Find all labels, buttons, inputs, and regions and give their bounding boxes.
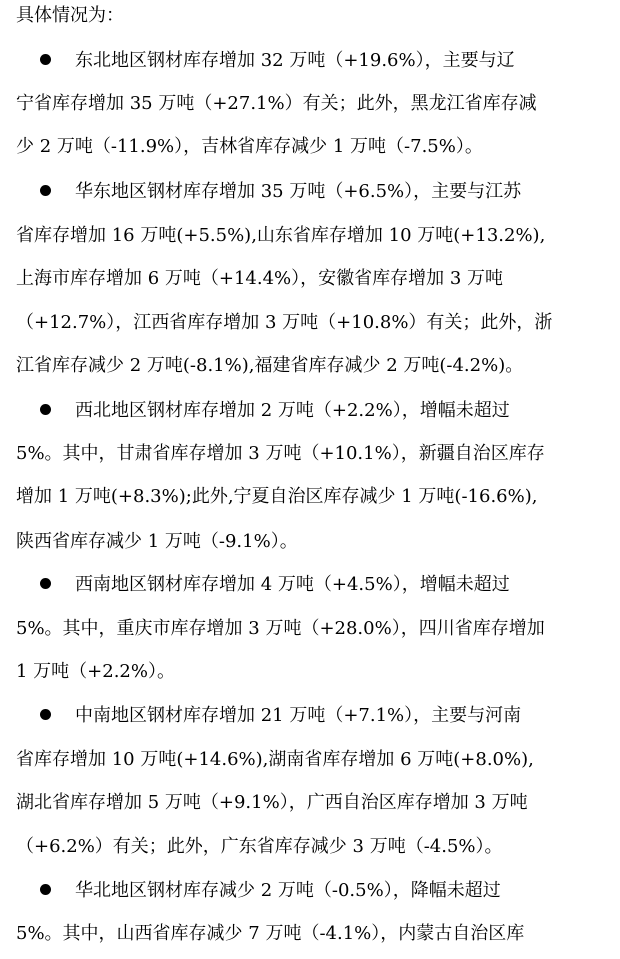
- paragraph-2-line-3: 上海市库存增加 6 万吨（+14.4%），安徽省库存增加 3 万吨: [16, 268, 504, 289]
- paragraph-3-line-1: [16, 395, 510, 427]
- paragraph-3-line-3: 增加 1 万吨(+8.3%);此外,宁夏自治区库存减少 1 万吨(-16.6%),: [16, 486, 538, 507]
- paragraph-4-line-2: 5%。其中，重庆市库存增加 3 万吨（+28.0%），四川省库存增加: [16, 618, 545, 639]
- paragraph-5-line-2: 省库存增加 10 万吨(+14.6%),湖南省库存增加 6 万吨(+8.0%),: [16, 749, 534, 770]
- paragraph-2-text-1: 华东地区钢材库存增加 35 万吨（+6.5%），主要与江苏: [75, 181, 522, 202]
- paragraph-6-line-2: 5%。其中，山西省库存减少 7 万吨（-4.1%），内蒙古自治区库: [16, 923, 525, 944]
- paragraph-3-text-1: 西北地区钢材库存增加 2 万吨（+2.2%），增幅未超过: [75, 400, 510, 421]
- paragraph-5-line-1: [16, 700, 521, 732]
- paragraph-3-line-2: 5%。其中，甘肃省库存增加 3 万吨（+10.1%），新疆自治区库存: [16, 443, 545, 464]
- paragraph-1-line-1: [16, 45, 515, 77]
- paragraph-5-text-1: 中南地区钢材库存增加 21 万吨（+7.1%），主要与河南: [75, 705, 522, 726]
- paragraph-2-line-2: 省库存增加 16 万吨(+5.5%),山东省库存增加 10 万吨(+13.2%),: [16, 225, 546, 246]
- bullet-icon: [40, 709, 51, 720]
- paragraph-2-line-5: 江省库存减少 2 万吨(-8.1%),福建省库存减少 2 万吨(-4.2%)。: [16, 355, 524, 376]
- bullet-icon: [40, 54, 51, 65]
- paragraph-4-line-3: 1 万吨（+2.2%）。: [16, 661, 175, 682]
- bullet-icon: [40, 404, 51, 415]
- paragraph-4-line-1: [16, 569, 510, 601]
- paragraph-3-line-4: 陕西省库存减少 1 万吨（-9.1%）。: [16, 531, 298, 552]
- bullet-icon: [40, 578, 51, 589]
- paragraph-6-text-1: 华北地区钢材库存减少 2 万吨（-0.5%），降幅未超过: [75, 880, 501, 901]
- paragraph-1-line-2: 宁省库存增加 35 万吨（+27.1%）有关；此外，黑龙江省库存减: [16, 93, 537, 114]
- paragraph-1-text-1: 东北地区钢材库存增加 32 万吨（+19.6%），主要与辽: [75, 50, 515, 71]
- paragraph-6-line-1: [16, 875, 501, 907]
- paragraph-5-line-4: （+6.2%）有关；此外，广东省库存减少 3 万吨（-4.5%）。: [16, 836, 503, 857]
- bullet-icon: [40, 185, 51, 196]
- paragraph-1-line-3: 少 2 万吨（-11.9%），吉林省库存减少 1 万吨（-7.5%）。: [16, 136, 483, 157]
- paragraph-2-line-1: [16, 176, 521, 208]
- bullet-icon: [40, 884, 51, 895]
- intro-line: 具体情况为：: [16, 5, 124, 26]
- paragraph-4-text-1: 西南地区钢材库存增加 4 万吨（+4.5%），增幅未超过: [75, 574, 510, 595]
- paragraph-2-line-4: （+12.7%），江西省库存增加 3 万吨（+10.8%）有关；此外，浙: [16, 312, 553, 333]
- paragraph-5-line-3: 湖北省库存增加 5 万吨（+9.1%），广西自治区库存增加 3 万吨: [16, 792, 528, 813]
